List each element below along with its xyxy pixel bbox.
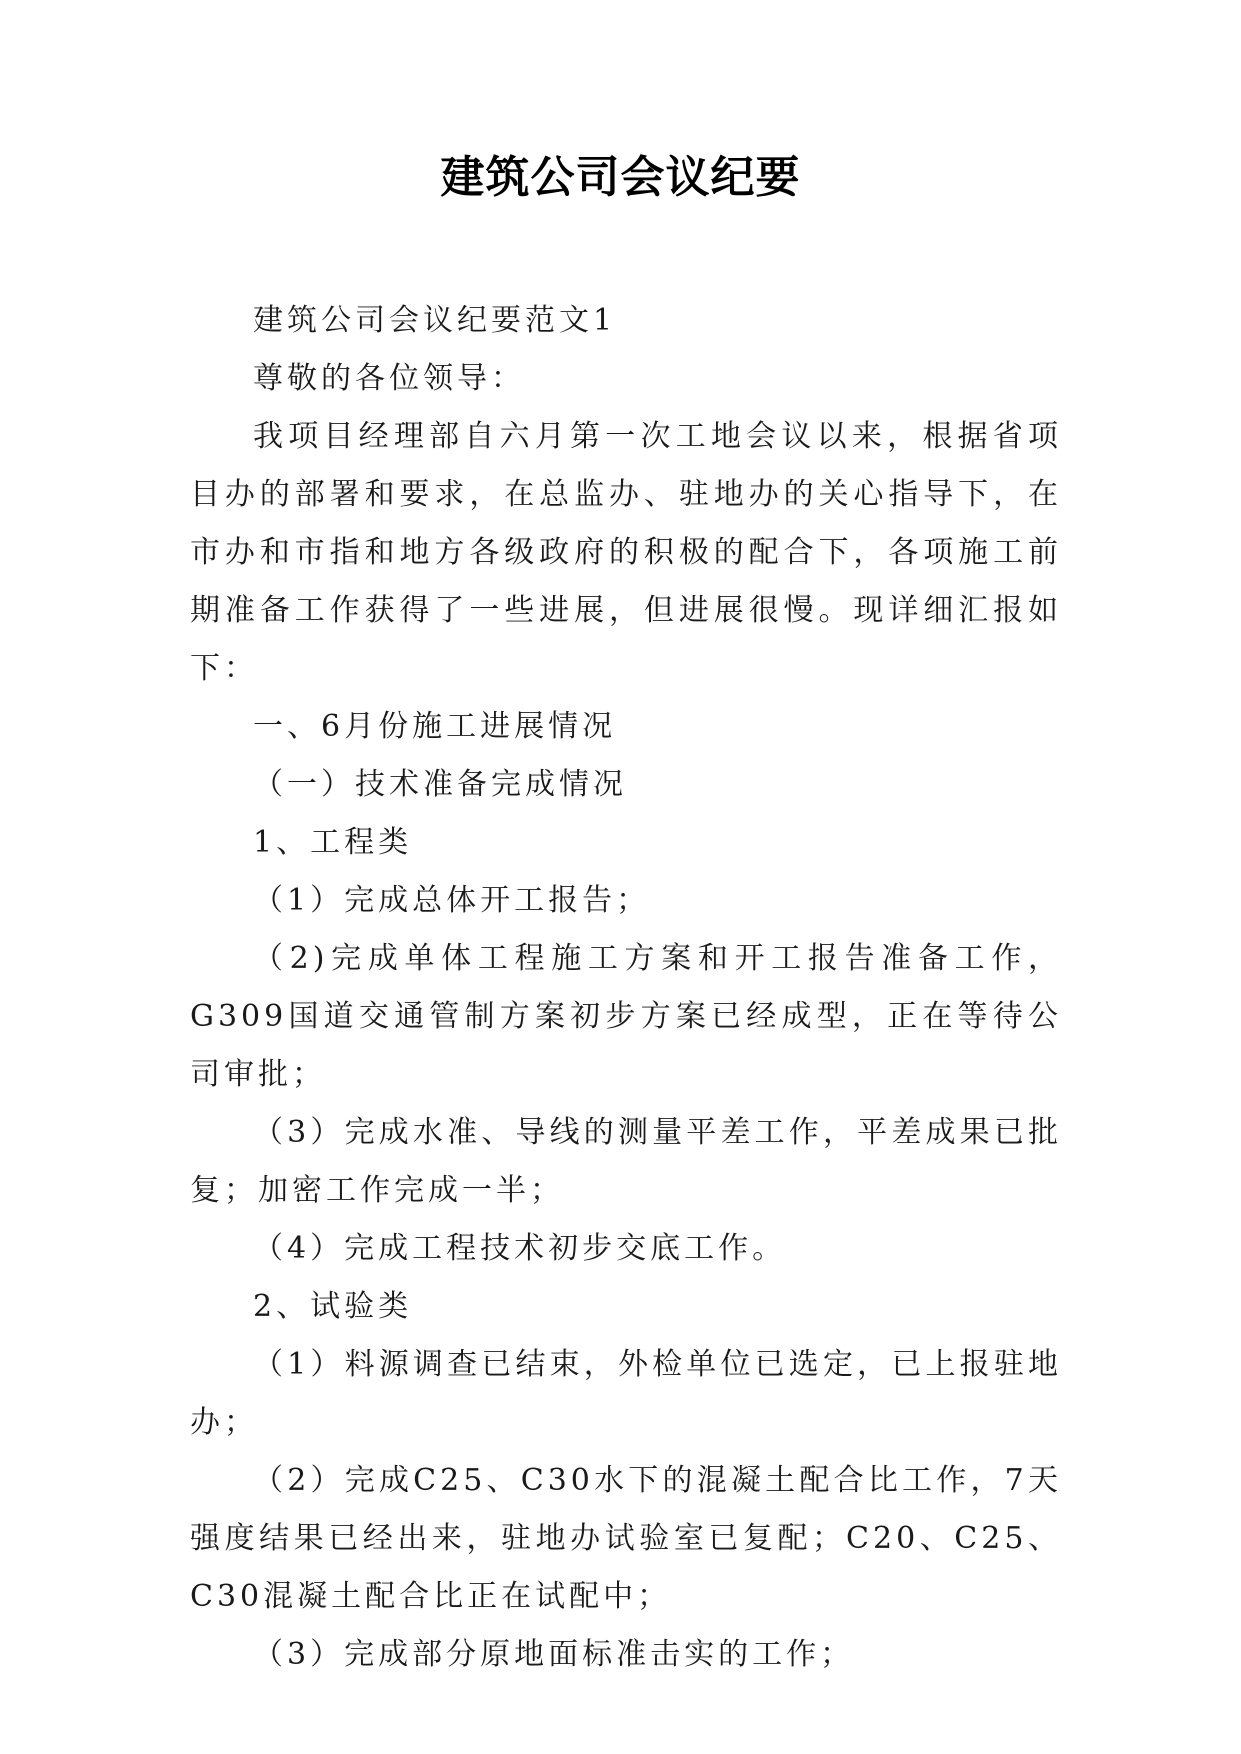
paragraph-intro: 我项目经理部自六月第一次工地会议以来，根据省项目办的部署和要求，在总监办、驻地办的关心指导下，在市办和市指和地方各级政府的积极的配合下，各项施工前期准备工作获得了一些进展，但进展很慢。现详细汇报如下： — [190, 419, 1062, 686]
paragraph-section-1: 一、6月份施工进展情况 — [253, 709, 617, 744]
paragraph-testing-item-1: （1）料源调查已结束，外检单位已选定，已上报驻地办； — [190, 1347, 1062, 1440]
paragraph-subsection-1: （一）技术准备完成情况 — [253, 767, 627, 802]
paragraph-testing-heading: 2、试验类 — [253, 1289, 413, 1324]
paragraph-engineering-item-2: （2)完成单体工程施工方案和开工报告准备工作，G309国道交通管制方案初步方案已经成型，正在等待公司审批； — [190, 941, 1062, 1092]
paragraph-salutation: 尊敬的各位领导： — [253, 361, 525, 396]
paragraph-engineering-heading: 1、工程类 — [253, 825, 413, 860]
document-title: 建筑公司会议纪要 — [440, 152, 801, 203]
document-body — [190, 292, 1062, 1684]
paragraph-heading-sample: 建筑公司会议纪要范文1 — [253, 303, 617, 338]
paragraph-testing-item-2: （2）完成C25、C30水下的混凝土配合比工作，7天强度结果已经出来，驻地办试验室已复配；C20、C25、C30混凝土配合比正在试配中； — [190, 1463, 1062, 1614]
paragraph-testing-item-3: （3）完成部分原地面标准击实的工作； — [253, 1637, 855, 1672]
paragraph-engineering-item-1: （1）完成总体开工报告； — [253, 883, 651, 918]
paragraph-engineering-item-3: （3）完成水准、导线的测量平差工作，平差成果已批复；加密工作完成一半； — [190, 1115, 1062, 1208]
paragraph-engineering-item-4: （4）完成工程技术初步交底工作。 — [253, 1231, 787, 1266]
